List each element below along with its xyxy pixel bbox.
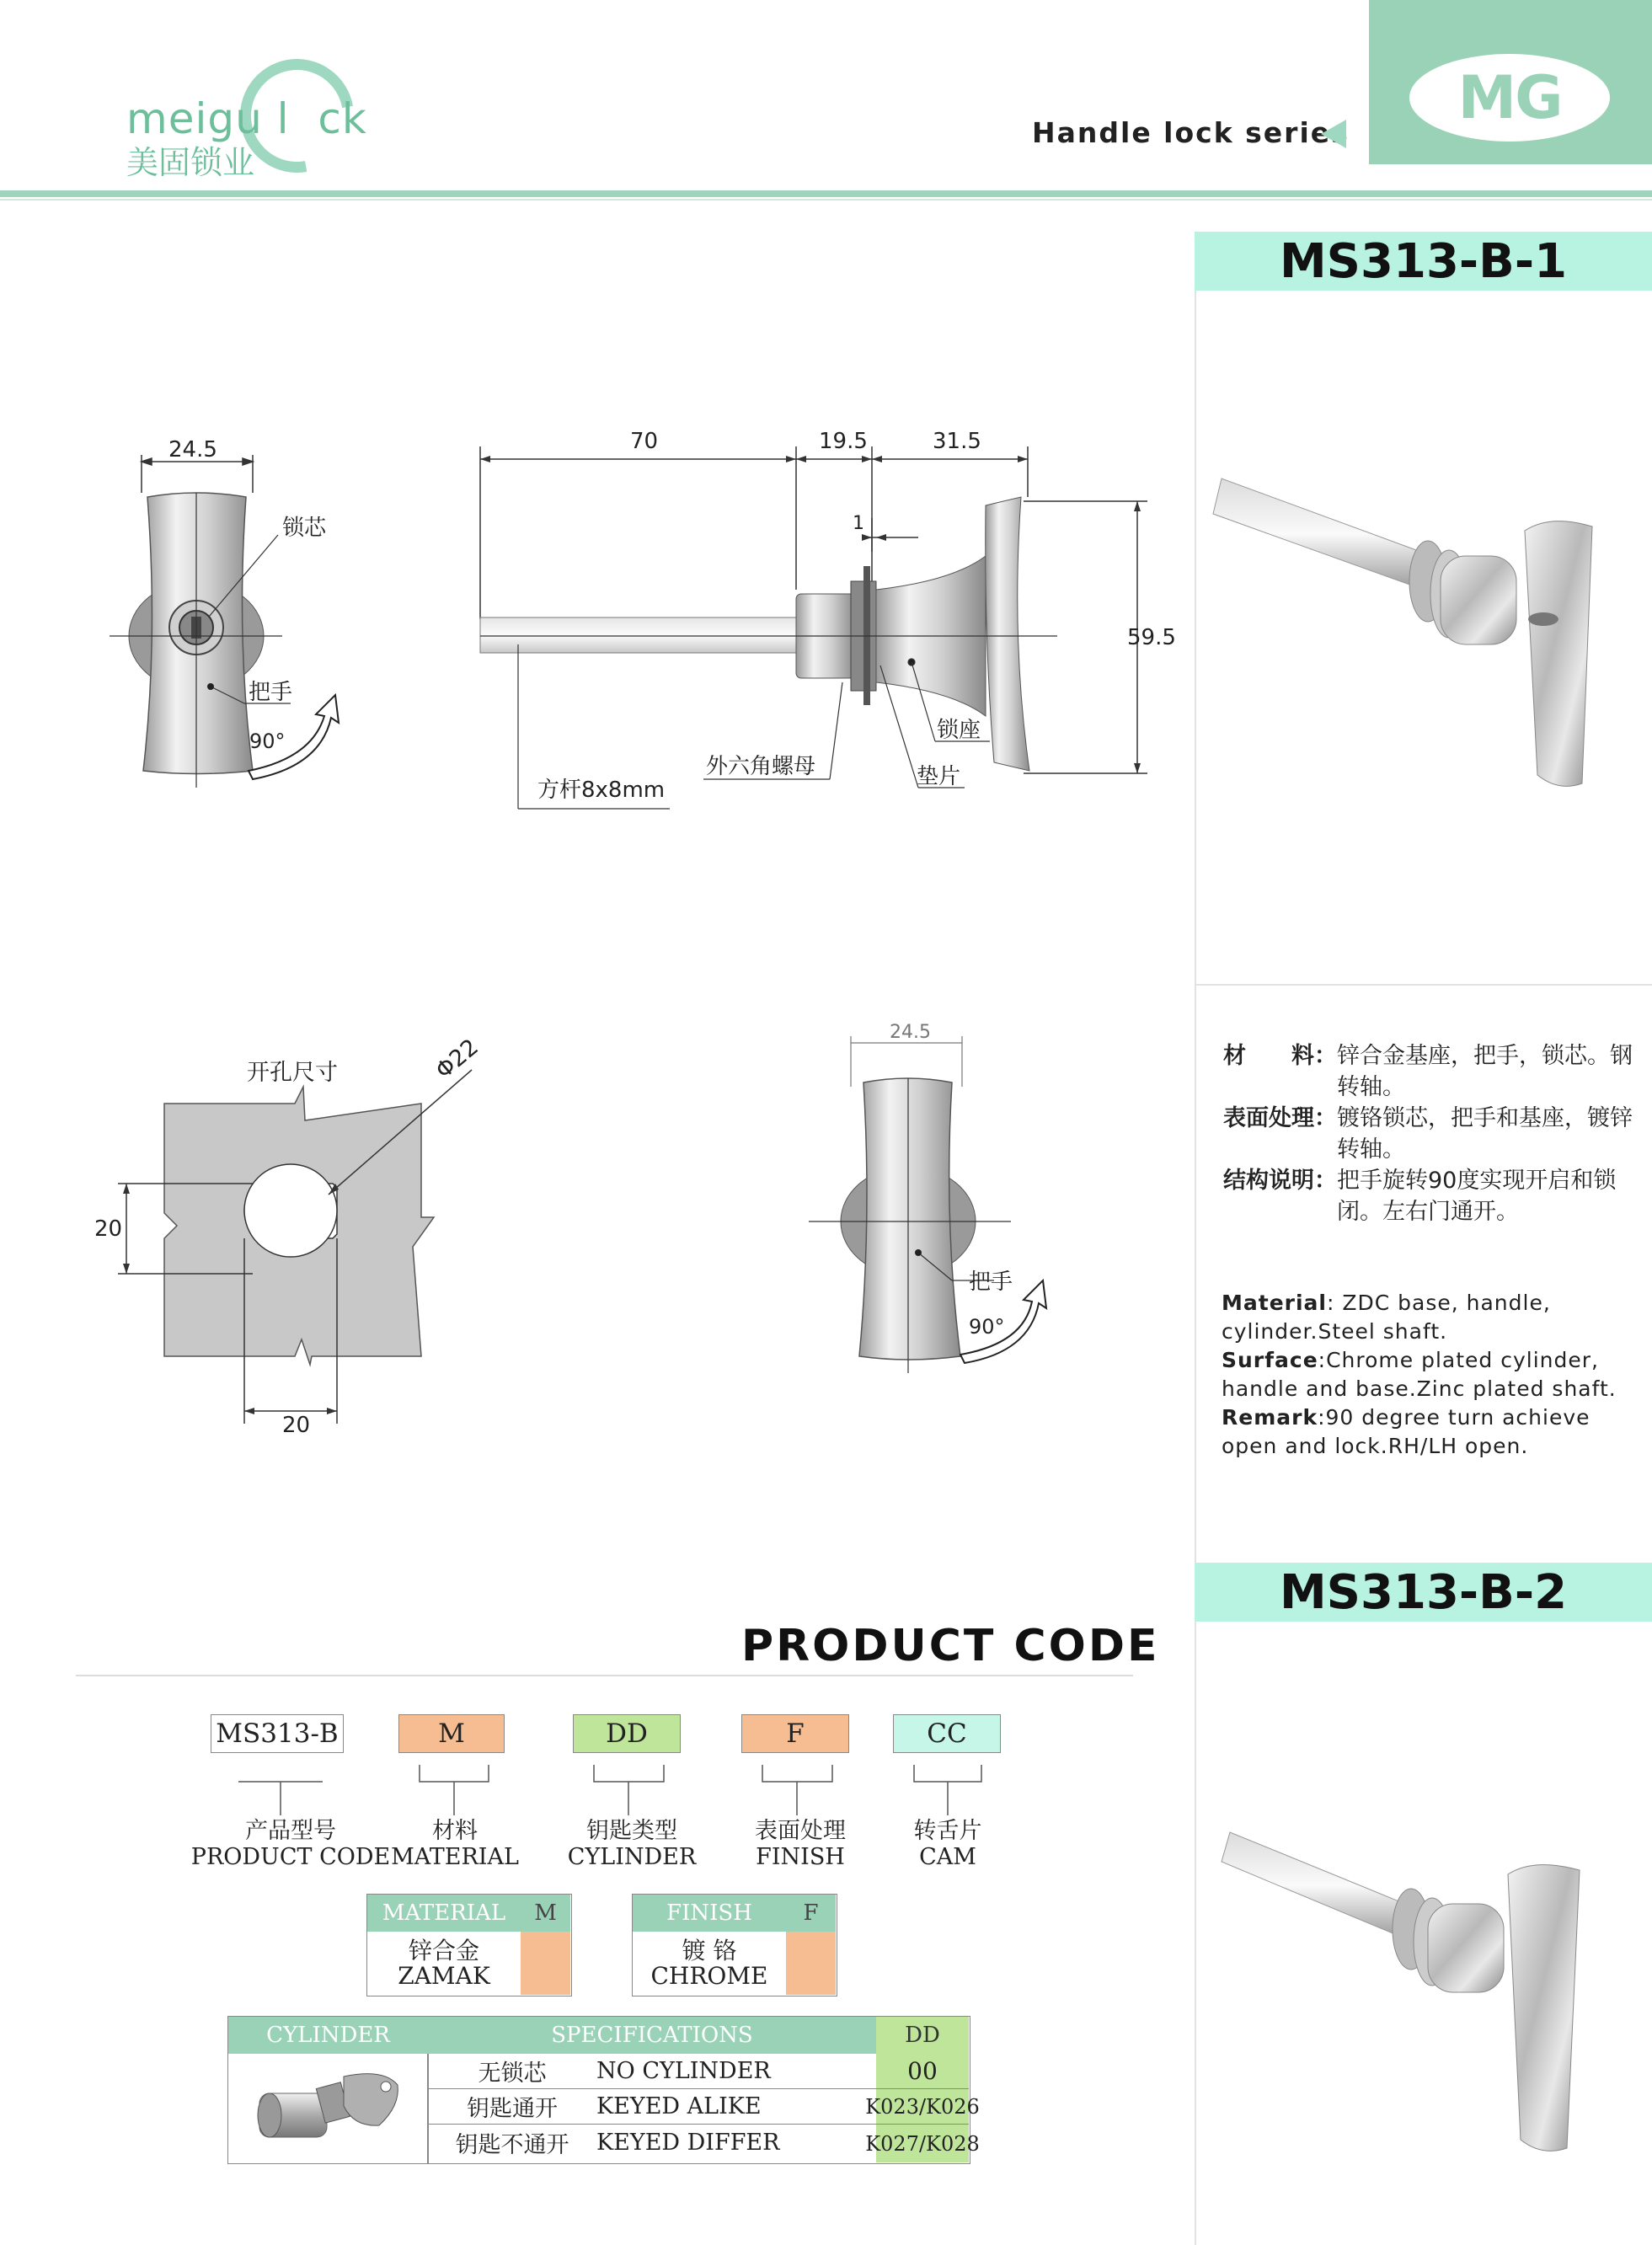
- base-label: 锁座: [937, 718, 981, 743]
- spec-en: [1222, 1289, 1626, 1461]
- head-length-label: 31.5: [933, 429, 981, 454]
- remark-value: :90 degree turn achieve open and lock.RH/LH open.: [1222, 1405, 1591, 1458]
- finish-table-code-cell: [786, 1932, 836, 1995]
- code-segment-material: M: [398, 1714, 505, 1753]
- code-brackets: [0, 1756, 1095, 1824]
- spec-key: 表面处理：: [1223, 1105, 1337, 1131]
- spec-value: 把手旋转90度实现开启和锁闭。左右门通开。: [1337, 1168, 1617, 1225]
- brand-logo: [1409, 54, 1610, 142]
- shaft-length-label: 70: [630, 429, 659, 454]
- code-segment-model: MS313-B: [211, 1714, 344, 1753]
- spec-divider: [1195, 984, 1652, 986]
- hexnut-label: 外六角螺母: [706, 754, 816, 779]
- material-label: Material: [1222, 1291, 1327, 1315]
- logo-text-cn: 美固锁业: [126, 144, 255, 181]
- series-arrow-icon: [1321, 120, 1346, 148]
- code-label-finish: 表面处理 FINISH: [755, 1818, 846, 1870]
- cylinder-table-header: CYLINDER: [228, 2017, 428, 2054]
- specifications-header: SPECIFICATIONS: [428, 2017, 876, 2054]
- header-divider-thin: [0, 199, 1652, 200]
- code-label-cylinder: 钥匙类型 CYLINDER: [567, 1818, 697, 1870]
- finish-table-code-header: F: [786, 1895, 836, 1932]
- model-title-1: MS313-B-1: [1195, 232, 1652, 291]
- surface-label: Surface: [1222, 1348, 1318, 1372]
- rotation2-label: 90°: [969, 1315, 1005, 1339]
- spec-key: 结构说明：: [1223, 1168, 1337, 1194]
- cutout-title: 开孔尺寸: [247, 1060, 338, 1086]
- material-value: : ZDC base, handle, cylinder.Steel shaft.: [1222, 1291, 1551, 1344]
- code-segment-cam: CC: [893, 1714, 1001, 1753]
- dd-cell: 00: [876, 2054, 969, 2089]
- rotation-label: 90°: [249, 730, 286, 753]
- product-photo-2: [1196, 1794, 1651, 2232]
- cutout-height-label: 20: [94, 1216, 123, 1242]
- finish-table-value: 镀 铬 CHROME: [650, 1936, 768, 1990]
- spec-key: 材 料：: [1223, 1043, 1337, 1069]
- spec-cn-surface: [1223, 1103, 1640, 1165]
- finish-table-header: FINISH: [633, 1895, 786, 1932]
- dd-cell: K023/K026: [876, 2089, 969, 2125]
- product-photo-1: [1196, 303, 1651, 910]
- cylinder-row: 钥匙不通开 KEYED DIFFER: [455, 2129, 780, 2158]
- shaft-label: 方杆8x8mm: [537, 778, 666, 803]
- material-table-code-header: M: [521, 1895, 570, 1932]
- header-divider: [0, 190, 1652, 197]
- material-table-value: 锌合金 ZAMAK: [398, 1936, 490, 1990]
- code-segment-cylinder: DD: [573, 1714, 681, 1753]
- front-width-label: 24.5: [168, 437, 217, 462]
- cutout-diameter-label: Φ22: [430, 1034, 484, 1084]
- code-label-model: 产品型号 PRODUCT CODE: [190, 1818, 391, 1870]
- model-title-2: MS313-B-2: [1195, 1563, 1652, 1622]
- technical-drawing: [0, 202, 1192, 1483]
- spec-value: 锌合金基座，把手，锁芯。钢转轴。: [1337, 1043, 1633, 1100]
- product-code-divider: [76, 1675, 1133, 1676]
- material-table-header: MATERIAL: [367, 1895, 521, 1932]
- finish-table: [632, 1894, 837, 1996]
- handle2-label: 把手: [969, 1269, 1013, 1295]
- washer-thickness-label: 1: [853, 513, 864, 534]
- spec-cn-material: [1223, 1040, 1640, 1103]
- spec-cn: [1223, 1040, 1640, 1227]
- dd-cell: K027/K028: [876, 2125, 969, 2162]
- spec-cn-structure: [1223, 1165, 1640, 1227]
- handle-label: 把手: [249, 680, 293, 705]
- washer-label: 垫片: [917, 764, 961, 789]
- spec-value: 镀铬锁芯，把手和基座，镀锌转轴。: [1337, 1105, 1633, 1163]
- material-table: [366, 1894, 572, 1996]
- brand-text: MG: [1457, 63, 1562, 132]
- code-label-material: 材料 MATERIAL: [391, 1818, 519, 1870]
- code-segment-finish: F: [741, 1714, 849, 1753]
- front2-width-label: 24.5: [890, 1022, 931, 1043]
- key-cylinder-image: [244, 2060, 413, 2152]
- height-label: 59.5: [1127, 625, 1176, 650]
- code-label-cam: 转舌片 CAM: [913, 1818, 982, 1870]
- remark-label: Remark: [1222, 1405, 1318, 1430]
- cylinder-label: 锁芯: [282, 516, 327, 541]
- product-code-title: PRODUCT CODE: [741, 1621, 1160, 1671]
- cutout-width-label: 20: [282, 1413, 311, 1438]
- cylinder-row: 钥匙通开 KEYED ALIKE: [428, 2089, 876, 2125]
- dd-header: DD: [876, 2017, 969, 2054]
- series-title: Handle lock series: [1032, 116, 1350, 149]
- mid-length-label: 19.5: [819, 429, 868, 454]
- cylinder-row: 无锁芯 NO CYLINDER: [428, 2054, 876, 2089]
- logo-text-en: meigu l ck: [126, 94, 367, 143]
- surface-value: :Chrome plated cylinder, handle and base.Zinc plated shaft.: [1222, 1348, 1617, 1401]
- material-table-code-cell: [521, 1932, 570, 1995]
